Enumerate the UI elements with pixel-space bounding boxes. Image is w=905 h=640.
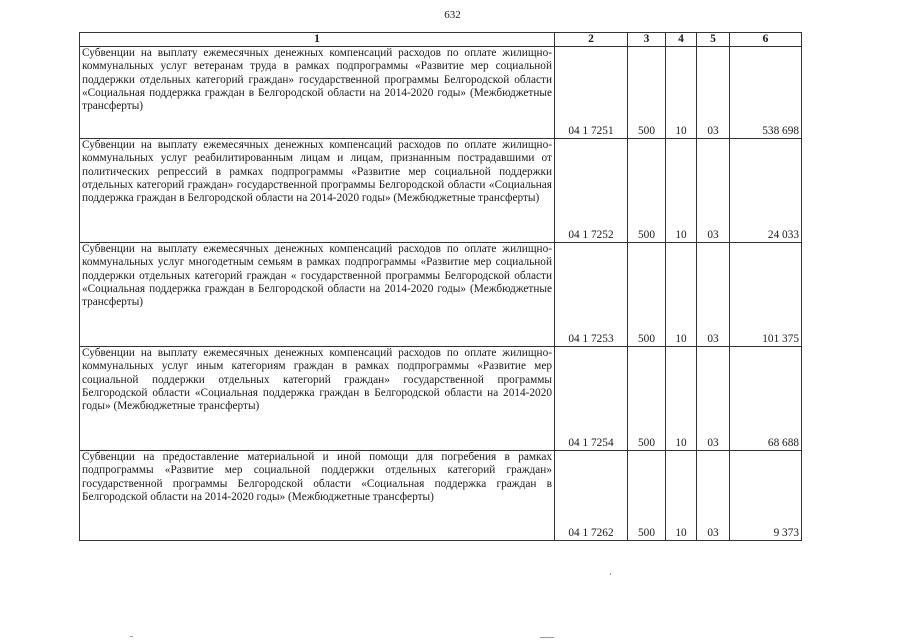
row-amount: 68 688 [730, 347, 802, 451]
header-cell-5: 5 [697, 33, 730, 47]
row-section: 10 [666, 243, 697, 347]
row-code: 04 1 7254 [555, 347, 628, 451]
header-cell-3: 3 [628, 33, 666, 47]
row-amount: 9 373 [730, 451, 802, 541]
row-subsection: 03 [697, 347, 730, 451]
table-row [80, 139, 802, 243]
row-type: 500 [628, 47, 666, 139]
row-subsection: 03 [697, 139, 730, 243]
header-cell-6: 6 [730, 33, 802, 47]
row-section: 10 [666, 347, 697, 451]
row-subsection: 03 [697, 47, 730, 139]
row-code: 04 1 7262 [555, 451, 628, 541]
row-type: 500 [628, 347, 666, 451]
page-number: 632 [444, 9, 461, 21]
row-code: 04 1 7251 [555, 47, 628, 139]
row-type: 500 [628, 139, 666, 243]
row-amount: 24 033 [730, 139, 802, 243]
row-amount: 538 698 [730, 47, 802, 139]
row-subsection: 03 [697, 243, 730, 347]
row-subsection: 03 [697, 451, 730, 541]
row-code: 04 1 7252 [555, 139, 628, 243]
header-cell-4: 4 [666, 33, 697, 47]
row-type: 500 [628, 243, 666, 347]
row-section: 10 [666, 47, 697, 139]
row-description: Субвенции на выплату ежемесячных денежных компенсаций расходов по оплате жилищно-коммунальных услуг реабилитированным лицам и лицам, признанным пострадавшими от политических репрессий в рамках подпрограммы «Развитие мер социальной поддержки отдельных категорий граждан» государственной программы Белгородской области «Социальная поддержка граждан в Белгородской области на 2014-2020 годы» (Межбюджетные трансферты) [80, 139, 555, 243]
scan-mark [130, 636, 133, 637]
table-row [80, 243, 802, 347]
header-cell-1: 1 [80, 33, 555, 47]
row-type: 500 [628, 451, 666, 541]
table-row [80, 47, 802, 139]
scan-mark [540, 637, 554, 638]
budget-table [79, 32, 802, 541]
header-cell-2: 2 [555, 33, 628, 47]
header-row [80, 33, 802, 47]
table-row [80, 451, 802, 541]
row-description: Субвенции на предоставление материальной и иной помощи для погребения в рамках подпрограммы «Развитие мер социальной поддержки отдельных категорий граждан» государственной программы Белгородской области «Социальная поддержка граждан в Белгородской области на 2014-2020 годы» (Межбюджетные трансферты) [80, 451, 555, 541]
row-amount: 101 375 [730, 243, 802, 347]
row-description: Субвенции на выплату ежемесячных денежных компенсаций расходов по оплате жилищно-коммунальных услуг многодетным семьям в рамках подпрограммы «Развитие мер социальной поддержки отдельных категорий граждан « государственной программы Белгородской области «Социальная поддержка граждан в Белгородской области на 2014-2020 годы» (Межбюджетные трансферты) [80, 243, 555, 347]
scan-mark [610, 573, 611, 575]
row-section: 10 [666, 139, 697, 243]
table-row [80, 347, 802, 451]
row-description: Субвенции на выплату ежемесячных денежных компенсаций расходов по оплате жилищно-коммунальных услуг иным категориям граждан в рамках подпрограммы «Развитие мер социальной поддержки отдельных категорий граждан» государственной программы Белгородской области «Социальная поддержка граждан в Белгородской области на 2014-2020 годы» (Межбюджетные трансферты) [80, 347, 555, 451]
row-code: 04 1 7253 [555, 243, 628, 347]
row-description: Субвенции на выплату ежемесячных денежных компенсаций расходов по оплате жилищно-коммунальных услуг ветеранам труда в рамках подпрограммы «Развитие мер социальной поддержки отдельных категорий граждан» государственной программы Белгородской области «Социальная поддержка граждан в Белгородской области на 2014-2020 годы» (Межбюджетные трансферты) [80, 47, 555, 139]
row-section: 10 [666, 451, 697, 541]
